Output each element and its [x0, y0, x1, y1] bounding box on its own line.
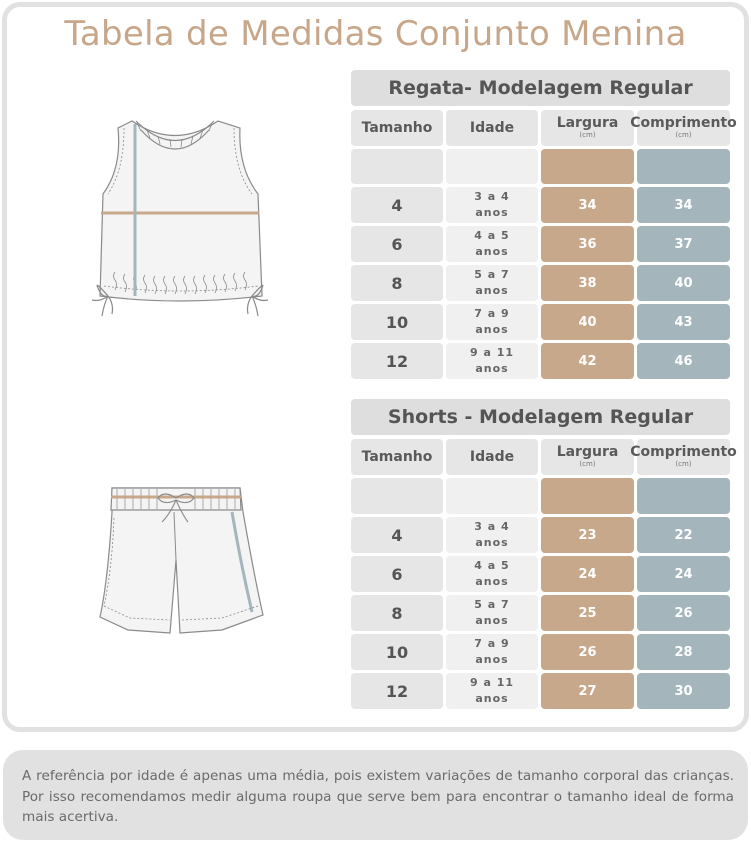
- length-cell: 40: [637, 265, 730, 301]
- header-size: Tamanho: [351, 439, 443, 475]
- table-caption: Regata- Modelagem Regular: [351, 70, 730, 106]
- size-cell: 10: [351, 304, 443, 340]
- header-width-unit: (cm): [579, 131, 596, 140]
- blank-cell: [446, 478, 538, 514]
- size-cell: 8: [351, 265, 443, 301]
- header-length: [630, 439, 737, 475]
- width-cell: 24: [541, 556, 634, 592]
- length-cell: 30: [637, 673, 730, 709]
- age-cell: 4 a 5 anos: [446, 226, 538, 262]
- blank-cell: [541, 478, 634, 514]
- blank-cell: [541, 149, 634, 184]
- header-width: [541, 439, 634, 475]
- header-age: Idade: [446, 439, 538, 475]
- age-cell: 3 a 4 anos: [446, 187, 538, 223]
- size-cell: 4: [351, 187, 443, 223]
- size-cell: 4: [351, 517, 443, 553]
- header-length-label: Comprimento: [630, 115, 737, 132]
- header-length-unit: (cm): [675, 131, 692, 140]
- blank-cell: [351, 478, 443, 514]
- page-title: Tabela de Medidas Conjunto Menina: [64, 14, 687, 54]
- table-caption: Shorts - Modelagem Regular: [351, 399, 730, 435]
- length-cell: 37: [637, 226, 730, 262]
- length-cell: 24: [637, 556, 730, 592]
- header-width-unit: (cm): [579, 460, 596, 469]
- age-cell: 4 a 5 anos: [446, 556, 538, 592]
- blank-cell: [446, 149, 538, 184]
- blank-cell: [351, 149, 443, 184]
- size-cell: 10: [351, 634, 443, 670]
- age-cell: 7 a 9 anos: [446, 304, 538, 340]
- header-age: Idade: [446, 110, 538, 146]
- size-cell: 12: [351, 673, 443, 709]
- length-cell: 46: [637, 343, 730, 379]
- age-cell: 5 a 7 anos: [446, 265, 538, 301]
- age-cell: 9 a 11 anos: [446, 343, 538, 379]
- age-cell: 9 a 11 anos: [446, 673, 538, 709]
- header-size: Tamanho: [351, 110, 443, 146]
- age-cell: 7 a 9 anos: [446, 634, 538, 670]
- size-cell: 6: [351, 226, 443, 262]
- width-cell: 27: [541, 673, 634, 709]
- header-width-label: Largura: [556, 115, 619, 132]
- size-cell: 6: [351, 556, 443, 592]
- length-cell: 28: [637, 634, 730, 670]
- length-cell: 22: [637, 517, 730, 553]
- width-cell: 26: [541, 634, 634, 670]
- length-cell: 43: [637, 304, 730, 340]
- header-length-unit: (cm): [675, 460, 692, 469]
- width-cell: 42: [541, 343, 634, 379]
- width-cell: 25: [541, 595, 634, 631]
- header-width-label: Largura: [556, 444, 619, 461]
- size-cell: 8: [351, 595, 443, 631]
- header-length-label: Comprimento: [630, 444, 737, 461]
- tank-top-illustration: [92, 121, 268, 316]
- width-cell: 36: [541, 226, 634, 262]
- width-cell: 38: [541, 265, 634, 301]
- blank-cell: [637, 478, 730, 514]
- width-cell: 40: [541, 304, 634, 340]
- header-length: [630, 110, 737, 146]
- header-width: [541, 110, 634, 146]
- length-cell: 26: [637, 595, 730, 631]
- size-cell: 12: [351, 343, 443, 379]
- width-cell: 23: [541, 517, 634, 553]
- blank-cell: [637, 149, 730, 184]
- reference-note: A referência por idade é apenas uma média, pois existem variações de tamanho corporal das crianças. Por isso recomendamos medir alguma roupa que serve bem para encontrar o tamanho ideal de forma mais acertiva.: [22, 768, 734, 825]
- age-cell: 5 a 7 anos: [446, 595, 538, 631]
- shorts-illustration: [100, 488, 263, 633]
- length-cell: 34: [637, 187, 730, 223]
- width-cell: 34: [541, 187, 634, 223]
- age-cell: 3 a 4 anos: [446, 517, 538, 553]
